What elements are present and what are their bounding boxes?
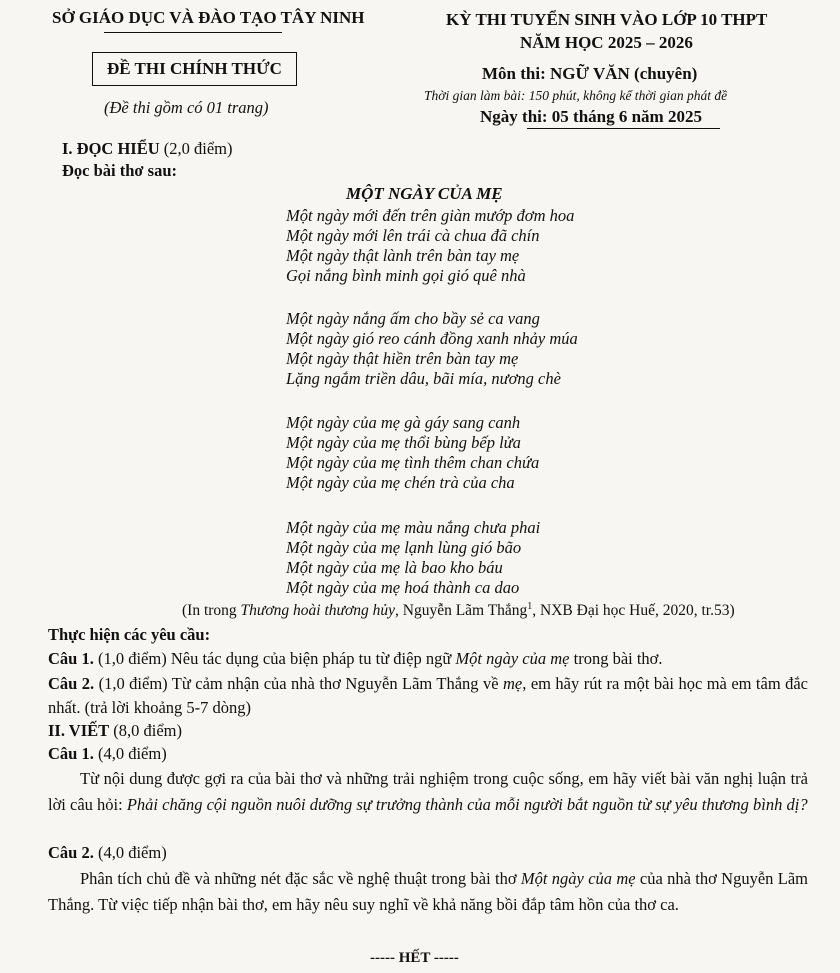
- poem-line: Một ngày thật lành trên bàn tay mẹ: [286, 246, 520, 265]
- exam-date-underline: [527, 128, 720, 129]
- reading-question-1: Câu 1. (1,0 điểm) Nêu tác dụng của biện pháp tu từ điệp ngữ Một ngày của mẹ trong bài thơ.: [48, 649, 663, 668]
- poem-line: Một ngày thật hiền trên bàn tay mẹ: [286, 349, 519, 368]
- poem-stanza-2: [286, 309, 578, 389]
- poem-line: Một ngày của mẹ tình thêm chan chứa: [286, 453, 540, 472]
- requirements-heading: Thực hiện các yêu cầu:: [48, 625, 211, 644]
- section1-heading: I. ĐỌC HIỂU (2,0 điểm): [62, 139, 233, 158]
- department-name: SỞ GIÁO DỤC VÀ ĐÀO TẠO TÂY NINH: [52, 8, 365, 27]
- poem-line: Một ngày của mẹ thổi bùng bếp lửa: [286, 433, 521, 452]
- poem-line: Một ngày của mẹ chén trà của cha: [286, 473, 515, 492]
- reading-question-2: Câu 2. (1,0 điểm) Từ cảm nhận của nhà thơ Nguyễn Lãm Thắng về mẹ, em hãy rút ra một bài học mà em tâm đắc nhất. (trả lời khoảng 5-7 dòng): [48, 674, 809, 717]
- poem-stanza-3: [286, 413, 539, 493]
- exam-date: Ngày thi: 05 tháng 6 năm 2025: [480, 107, 702, 126]
- official-exam-label: ĐỀ THI CHÍNH THỨC: [92, 52, 297, 86]
- time-note: Thời gian làm bài: 150 phút, không kể thời gian phát đề: [424, 88, 728, 103]
- school-year: NĂM HỌC 2025 – 2026: [520, 33, 693, 52]
- writing-question-1-heading: Câu 1. (4,0 điểm): [48, 744, 167, 763]
- writing-question-2: Phân tích chủ đề và những nét đặc sắc về nghệ thuật trong bài thơ Một ngày của mẹ của nhà thơ Nguyễn Lãm Thắng. Từ việc tiếp nhận bài thơ, em hãy nêu suy nghĩ về khả năng bồi đắp tâm hồn của thơ ca.: [48, 869, 808, 914]
- poem-line: Một ngày mới đến trên giàn mướp đơm hoa: [286, 206, 575, 225]
- poem-title: MỘT NGÀY CỦA MẸ: [346, 184, 503, 203]
- department-underline: [104, 32, 282, 33]
- poem-line: Một ngày của mẹ màu nắng chưa phai: [286, 518, 541, 537]
- subject: Môn thi: NGỮ VĂN (chuyên): [482, 64, 698, 83]
- poem-line: Một ngày nắng ấm cho bầy sẻ ca vang: [286, 309, 540, 328]
- end-mark: ----- HẾT -----: [370, 950, 459, 966]
- poem-line: Một ngày của mẹ là bao kho báu: [286, 558, 503, 577]
- read-instruction: Đọc bài thơ sau:: [62, 161, 178, 180]
- poem-stanza-1: [286, 206, 574, 286]
- poem-line: Một ngày mới lên trái cà chua đã chín: [286, 226, 540, 245]
- poem-stanza-4: [286, 518, 540, 598]
- writing-question-2-heading: Câu 2. (4,0 điểm): [48, 843, 167, 862]
- poem-line: Một ngày của mẹ gà gáy sang canh: [286, 413, 521, 432]
- exam-title: KỲ THI TUYỂN SINH VÀO LỚP 10 THPT: [446, 10, 768, 29]
- section2-heading: II. VIẾT (8,0 điểm): [48, 721, 183, 740]
- poem-line: Một ngày gió reo cánh đồng xanh nhảy múa: [286, 329, 578, 348]
- poem-line: Một ngày của mẹ hoá thành ca dao: [286, 578, 520, 597]
- poem-line: Một ngày của mẹ lạnh lùng gió bão: [286, 538, 522, 557]
- poem-line: Lặng ngắm triền dâu, bãi mía, nương chè: [286, 369, 561, 388]
- writing-question-1: Từ nội dung được gợi ra của bài thơ và những trải nghiệm trong cuộc sống, em hãy viết bài văn nghị luận trả lời câu hỏi: Phải chăng cội nguồn nuôi dưỡng sự trưởng thành của mỗi người bắt nguồn từ sự yêu thương bình dị?: [48, 769, 808, 814]
- poem-source: (In trong Thương hoài thương hủy, Nguyễn Lãm Thắng$^1$, NXB Đại học Huế, 2020, tr.53): [182, 601, 735, 620]
- pages-note: (Đề thi gồm có 01 trang): [104, 98, 269, 117]
- poem-line: Gọi nắng bình minh gọi gió quê nhà: [286, 266, 526, 285]
